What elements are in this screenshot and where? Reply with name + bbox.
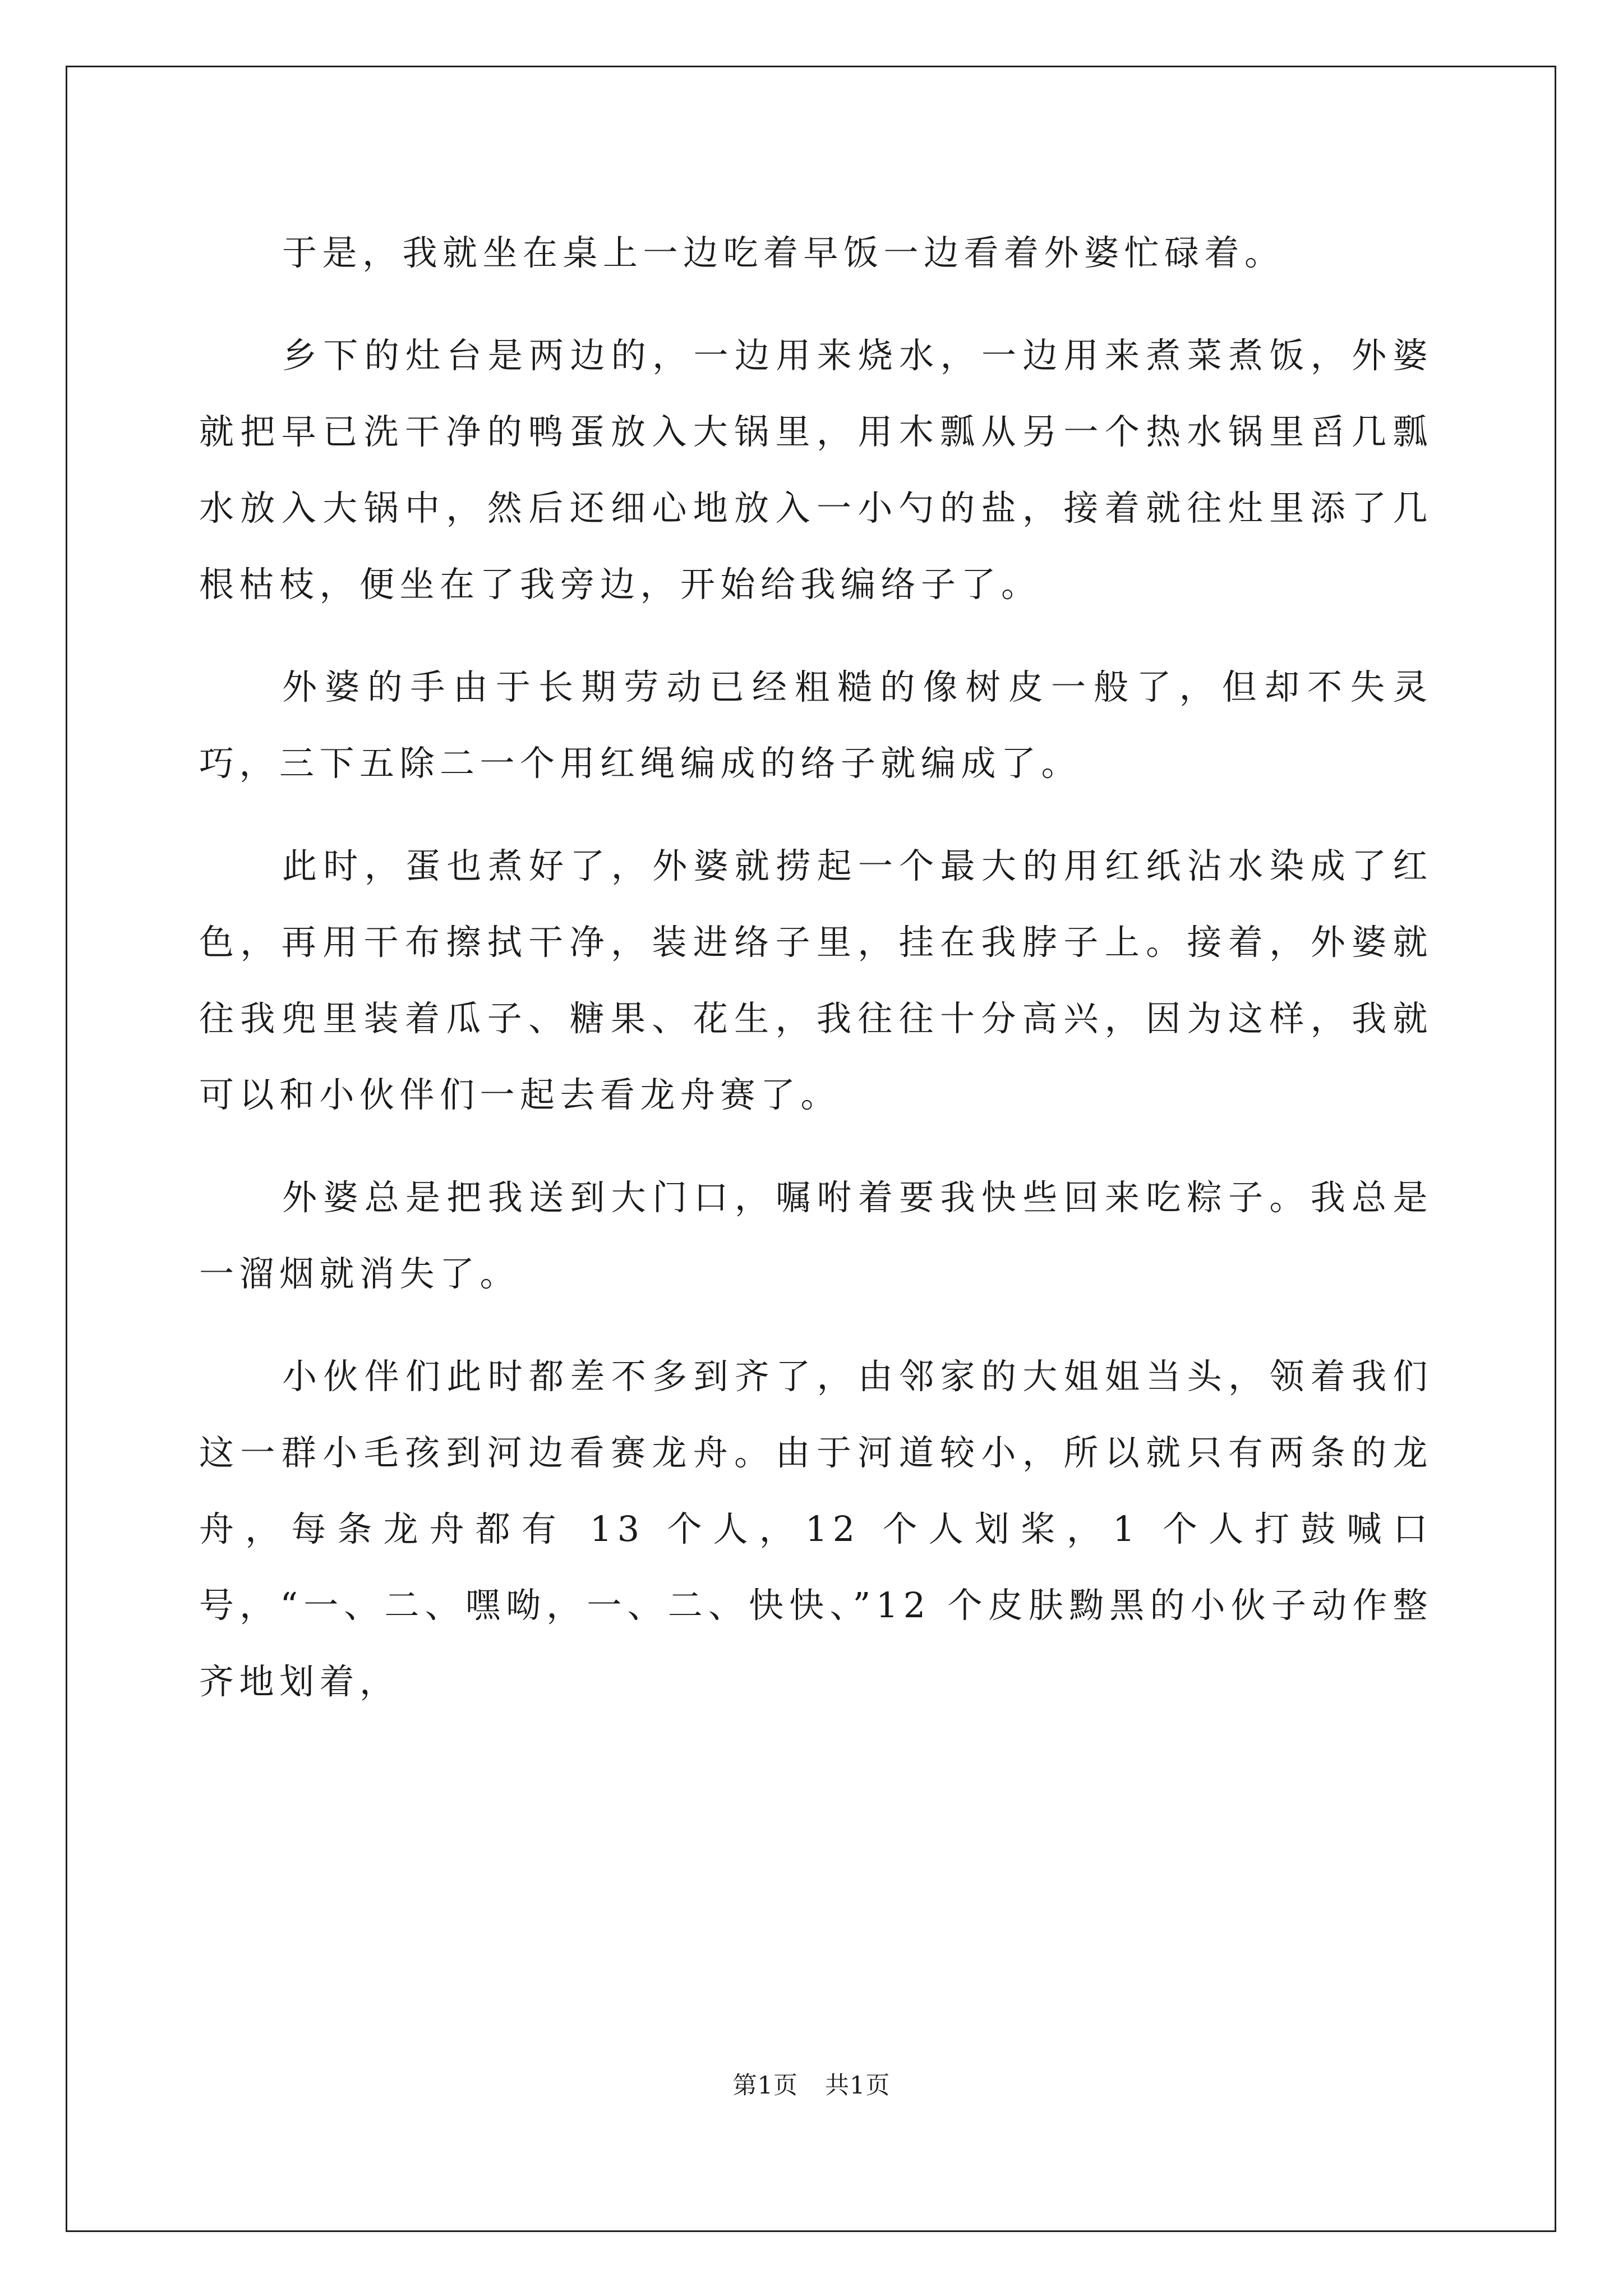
paragraph-4: 此时，蛋也煮好了，外婆就捞起一个最大的用红纸沾水染成了红色，再用干布擦拭干净，装进络子里，挂在我脖子上。接着，外婆就往我兜里装着瓜子、糖果、花生，我往往十分高兴，因为这样，我就可以和小伙伴们一起去看龙舟赛了。 — [199, 845, 1433, 1115]
page-number-current: 第1页 — [732, 2072, 798, 2100]
paragraph-2: 乡下的灶台是两边的，一边用来烧水，一边用来煮菜煮饭，外婆就把早已洗干净的鸭蛋放入大锅里，用木瓢从另一个热水锅里舀几瓢水放入大锅中，然后还细心地放入一小勺的盐，接着就往灶里添了几根枯枝，便坐在了我旁边，开始给我编络子了。 — [199, 335, 1433, 605]
page-footer — [0, 2067, 1623, 2101]
paragraph-1: 于是，我就坐在桌上一边吃着早饭一边看着外婆忙碌着。 — [282, 232, 1285, 273]
document-body — [199, 215, 1433, 1746]
paragraph-3: 外婆的手由于长期劳动已经粗糙的像树皮一般了，但却不失灵巧，三下五除二一个用红绳编成的络子就编成了。 — [199, 666, 1433, 784]
paragraph-5: 外婆总是把我送到大门口，嘱咐着要我快些回来吃粽子。我总是一溜烟就消失了。 — [199, 1177, 1433, 1294]
page-number-total: 共1页 — [825, 2072, 891, 2100]
paragraph-6: 小伙伴们此时都差不多到齐了，由邻家的大姐姐当头，领着我们这一群小毛孩到河边看赛龙舟。由于河道较小，所以就只有两条的龙舟，每条龙舟都有 13 个人，12 个人划桨，1 个人打鼓喊口号，“一、二、嘿呦，一、二、快快、”12 个皮肤黝黑的小伙子动作整齐地划着， — [199, 1356, 1433, 1702]
